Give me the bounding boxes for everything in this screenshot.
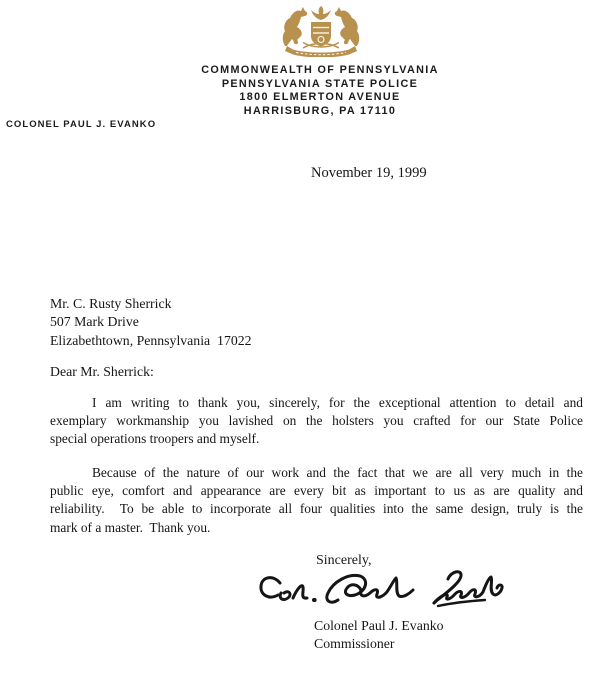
signer-title: Commissioner xyxy=(314,636,395,652)
letterhead-official-name: COLONEL PAUL J. EVANKO xyxy=(6,119,157,130)
signature-stroke-underline xyxy=(438,600,485,606)
paragraph-line: I am writing to thank you, sincerely, for the exceptional attention to detail and xyxy=(92,395,583,410)
paragraph-line: mark of a master. Thank you. xyxy=(50,519,211,535)
salutation: Dear Mr. Sherrick: xyxy=(50,364,154,379)
recipient-street: 507 Mark Drive xyxy=(50,314,139,330)
signature-stroke-col-o xyxy=(280,592,290,600)
horse-left-icon xyxy=(283,7,308,46)
paragraph-line: special operations troopers and myself. xyxy=(50,431,260,447)
closing-sincerely: Sincerely, xyxy=(316,553,372,568)
recipient-city: Elizabethtown, Pennsylvania 17022 xyxy=(50,332,252,348)
recipient-address-block xyxy=(50,295,252,350)
paragraph-line: public eye, comfort and appearance are every bit as important to us as are quality and xyxy=(50,483,583,499)
horse-right-icon xyxy=(335,7,360,46)
letterhead xyxy=(152,64,488,118)
signer-name: Colonel Paul J. Evanko xyxy=(314,618,444,633)
date-line: November 19, 1999 xyxy=(311,165,427,181)
body-paragraph-1 xyxy=(50,394,583,449)
paragraph-line: reliability. To be able to incorporate all four qualities into the same design, truly is the xyxy=(50,501,583,517)
signature-stroke-paul-aul xyxy=(361,578,413,597)
letterhead-line-street: 1800 ELMERTON AVENUE xyxy=(239,91,401,104)
signature-stroke-paul-p xyxy=(327,575,366,602)
pennsylvania-coat-of-arms-icon xyxy=(277,5,365,57)
paragraph-line: exemplary workmanship you lavished on the holsters you crafted for our State Police xyxy=(50,413,583,429)
eagle-icon xyxy=(311,6,331,20)
letterhead-line-agency: PENNSYLVANIA STATE POLICE xyxy=(221,77,419,90)
signature-stroke-col-l xyxy=(293,586,307,598)
signature-stroke-evanko xyxy=(434,577,502,603)
handwritten-signature-icon xyxy=(252,567,504,615)
signature-stroke-col-c xyxy=(261,578,280,597)
paragraph-line: Because of the nature of our work and the fact that we are all very much in the xyxy=(92,465,583,480)
letterhead-line-city: HARRISBURG, PA 17110 xyxy=(243,104,397,117)
body-paragraph-2 xyxy=(50,464,583,537)
signature-block xyxy=(314,617,444,654)
letterhead-line-commonwealth: COMMONWEALTH OF PENNSYLVANIA xyxy=(201,64,439,76)
recipient-name: Mr. C. Rusty Sherrick xyxy=(50,296,172,311)
